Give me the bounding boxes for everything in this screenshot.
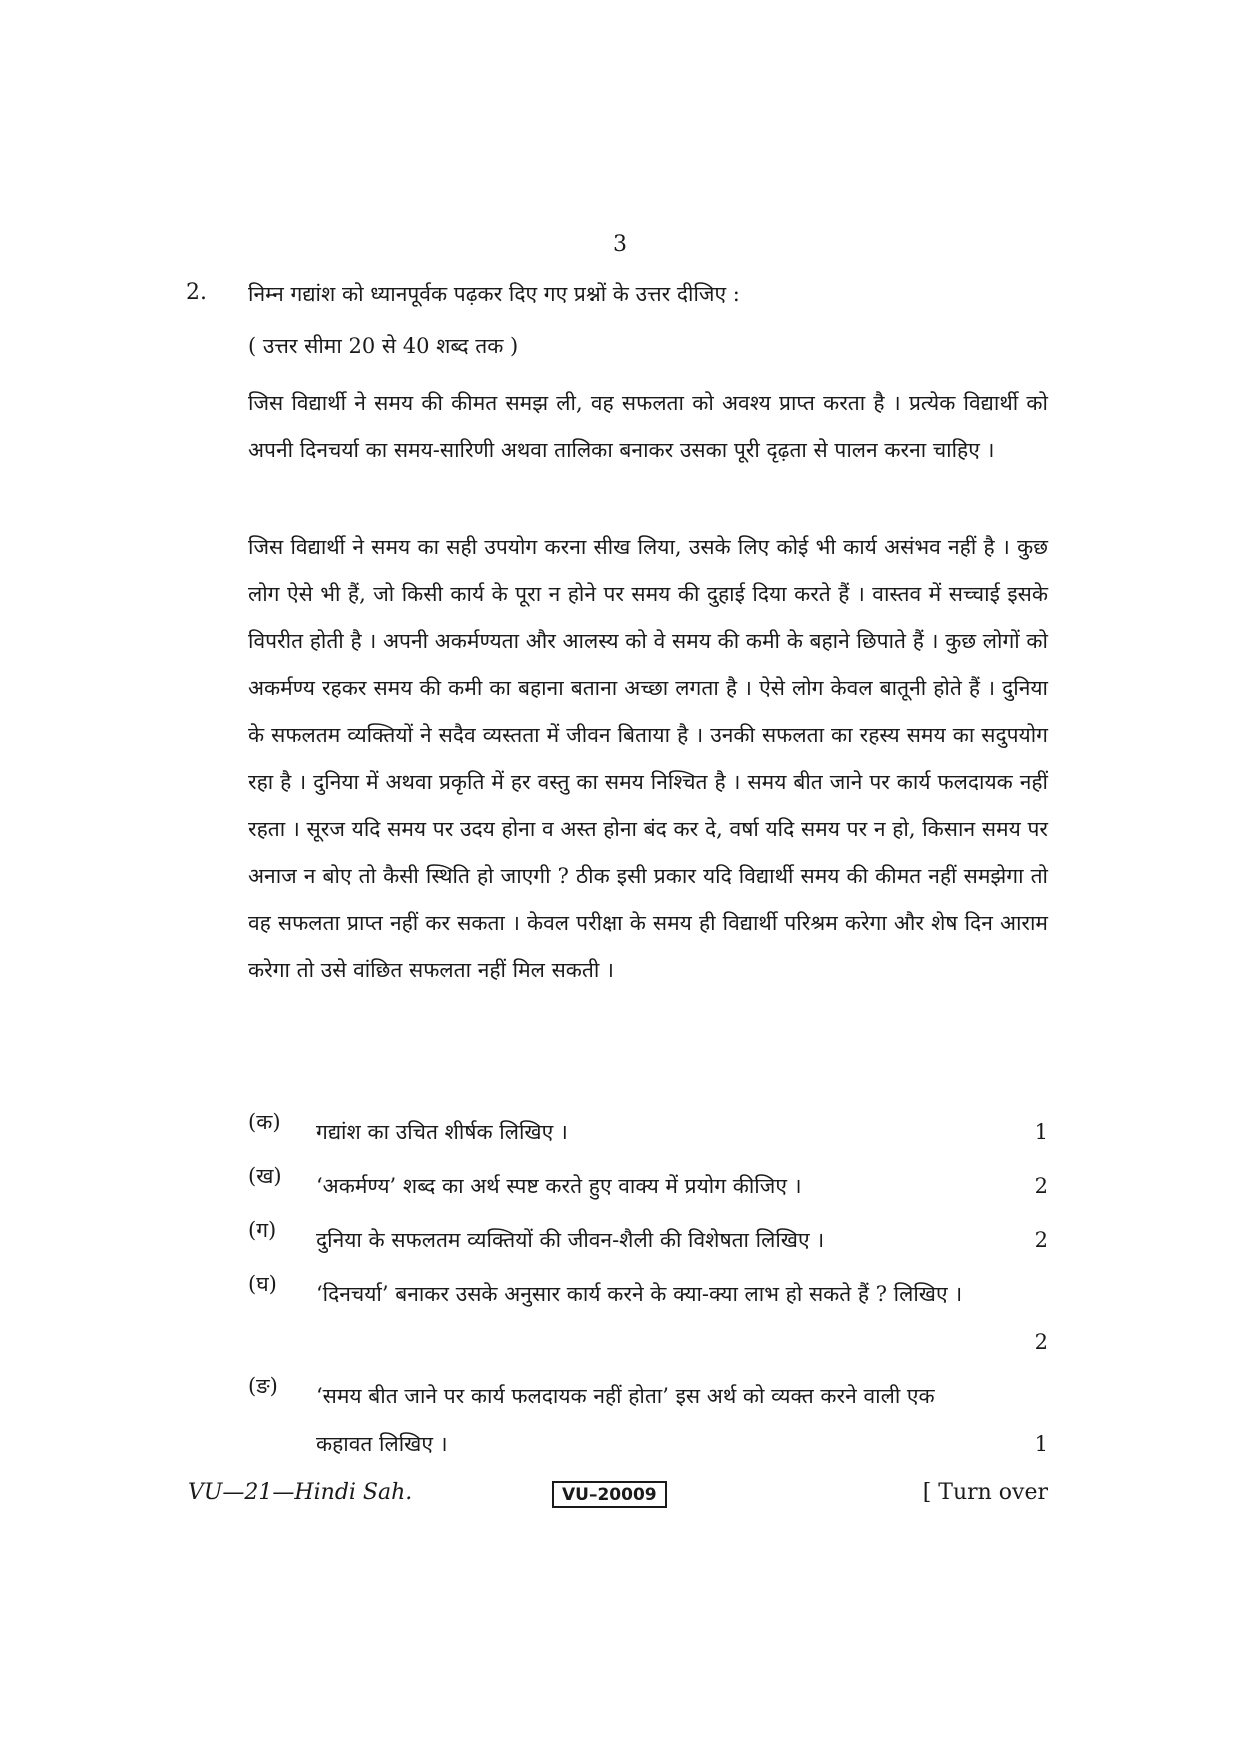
sub-question-label: (ङ)	[248, 1374, 278, 1398]
sub-question-marks: 2	[1034, 1228, 1048, 1252]
passage-paragraph-1: जिस विद्यार्थी ने समय की कीमत समझ ली, वह सफलता को अवश्य प्राप्त करता है । प्रत्येक विद्यार्थी को अपनी दिनचर्या का समय-सारिणी अथवा तालिका बनाकर उसका पूरी दृढ़ता से पालन करना चाहिए ।	[248, 391, 1048, 462]
footer-paper-code: VU—21—Hindi Sah.	[188, 1480, 413, 1505]
sub-question-gha	[248, 1270, 1048, 1370]
question-number: 2.	[186, 280, 207, 305]
sub-question-kha	[248, 1162, 1048, 1210]
page-number: 3	[613, 232, 627, 257]
sub-question-text: गद्यांश का उचित शीर्षक लिखिए ।	[316, 1120, 568, 1144]
word-limit-note: ( उत्तर सीमा 20 से 40 शब्द तक )	[248, 334, 519, 358]
sub-question-marks: 1	[1034, 1432, 1048, 1456]
sub-question-text: ‘अकर्मण्य’ शब्द का अर्थ स्पष्ट करते हुए वाक्य में प्रयोग कीजिए ।	[316, 1174, 802, 1198]
sub-question-marks: 1	[1034, 1120, 1048, 1144]
footer-booklet-code: VU–20009	[552, 1481, 667, 1508]
sub-question-text: ‘दिनचर्या’ बनाकर उसके अनुसार कार्य करने के क्या-क्या लाभ हो सकते हैं ? लिखिए ।	[316, 1282, 963, 1306]
footer-turn-over: [ Turn over	[922, 1480, 1048, 1505]
sub-question-text: दुनिया के सफलतम व्यक्तियों की जीवन-शैली की विशेषता लिखिए ।	[316, 1228, 825, 1252]
sub-question-ga	[248, 1216, 1048, 1264]
passage-paragraph-2: जिस विद्यार्थी ने समय का सही उपयोग करना सीख लिया, उसके लिए कोई भी कार्य असंभव नहीं है । कुछ लोग ऐसे भी हैं, जो किसी कार्य के पूरा न होने पर समय की दुहाई दिया करते हैं । वास्तव में सच्चाई इसके विपरीत होती है । अपनी अकर्मण्यता और आलस्य को वे समय की कमी के बहाने छिपाते हैं । कुछ लोगों को अकर्मण्य रहकर समय की कमी का बहाना बताना अच्छा लगता है । ऐसे लोग केवल बातूनी होते हैं । दुनिया के सफलतम व्यक्तियों ने सदैव व्यस्तता में जीवन बिताया है । उनकी सफलता का रहस्य समय का सदुपयोग रहा है । दुनिया में अथवा प्रकृति में हर वस्तु का समय निश्चित है । समय बीत जाने पर कार्य फलदायक नहीं रहता । सूरज यदि समय पर उदय होना व अस्त होना बंद कर दे, वर्षा यदि समय पर न हो, किसान समय पर अनाज न बोए तो कैसी स्थिति हो जाएगी ? ठीक इसी प्रकार यदि विद्यार्थी समय की कीमत नहीं समझेगा तो वह सफलता प्राप्त नहीं कर सकता । केवल परीक्षा के समय ही विद्यार्थी परिश्रम करेगा और शेष दिन आराम करेगा तो उसे वांछित सफलता नहीं मिल सकती ।	[248, 535, 1048, 982]
sub-question-label: (क)	[248, 1110, 281, 1134]
sub-question-nga	[248, 1372, 1048, 1472]
sub-question-label: (घ)	[248, 1272, 277, 1296]
question-instruction: निम्न गद्यांश को ध्यानपूर्वक पढ़कर दिए गए प्रश्नों के उत्तर दीजिए :	[248, 282, 740, 306]
sub-question-label: (ख)	[248, 1164, 282, 1188]
sub-question-ka	[248, 1108, 1048, 1156]
sub-question-marks: 2	[1034, 1330, 1048, 1354]
sub-question-label: (ग)	[248, 1218, 277, 1242]
sub-question-text: ‘समय बीत जाने पर कार्य फलदायक नहीं होता’ इस अर्थ को व्यक्त करने वाली एक कहावत लिखिए ।	[316, 1384, 935, 1456]
sub-question-marks: 2	[1034, 1174, 1048, 1198]
